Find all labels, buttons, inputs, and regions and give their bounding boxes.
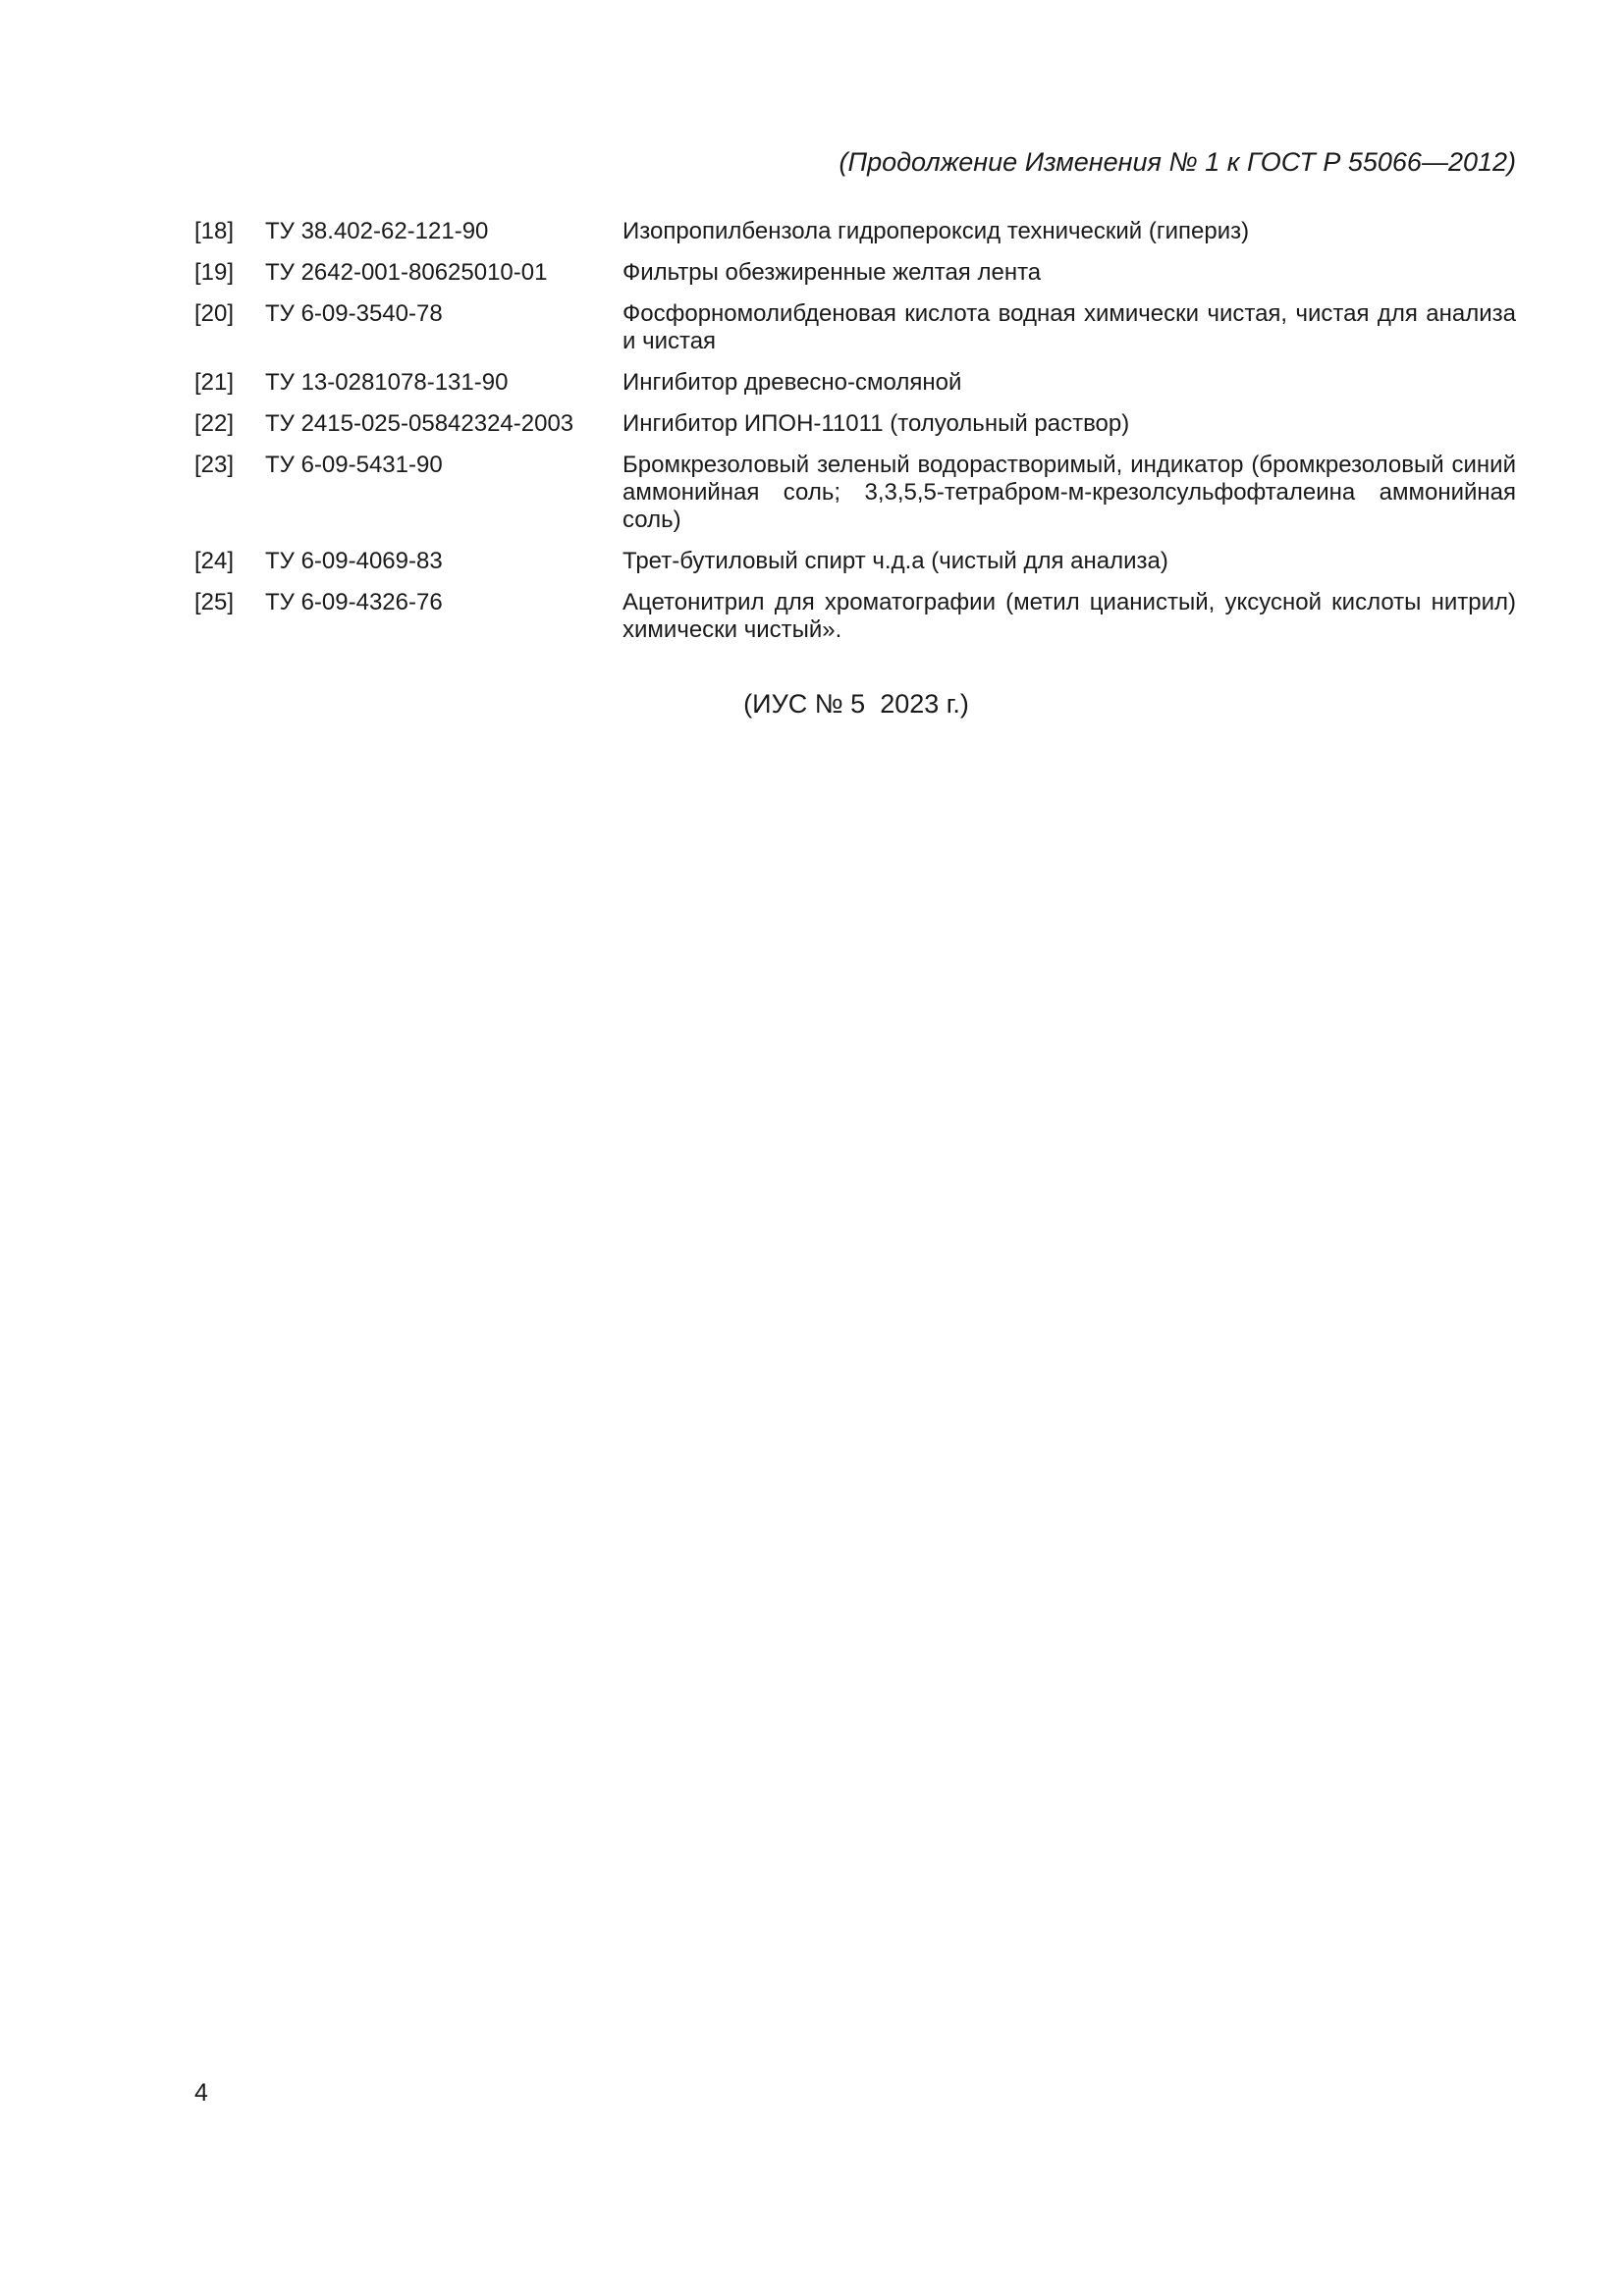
reference-number: [24] (194, 548, 235, 574)
page-number: 4 (194, 2079, 208, 2107)
reference-code: ТУ 2642-001-80625010-01 (265, 259, 548, 286)
reference-description: Изопропилбензола гидропероксид технический (гипериз) (623, 218, 1250, 244)
reference-row (194, 589, 1516, 658)
reference-code: ТУ 6-09-4069-83 (265, 548, 443, 574)
reference-description: Фильтры обезжиренные желтая лента (623, 259, 1042, 286)
reference-code: ТУ 13-0281078-131-90 (265, 369, 509, 396)
reference-code: ТУ 6-09-4326-76 (265, 589, 443, 615)
reference-description: Фосфорномолибденовая кислота водная химически чистая, чистая для анализа и чистая (623, 300, 1516, 354)
reference-number: [18] (194, 218, 235, 244)
reference-code: ТУ 6-09-5431-90 (265, 452, 443, 478)
reference-number: [19] (194, 259, 235, 286)
reference-row (194, 300, 1516, 369)
continuation-header: (Продолжение Изменения № 1 к ГОСТ Р 55066—2012) (839, 147, 1516, 177)
reference-number: [21] (194, 369, 235, 396)
reference-row (194, 218, 1516, 259)
reference-description: Ингибитор ИПОН-11011 (толуольный раствор) (623, 410, 1130, 437)
reference-number: [23] (194, 452, 235, 478)
references-table (194, 218, 1516, 658)
reference-row (194, 369, 1516, 410)
reference-code: ТУ 6-09-3540-78 (265, 300, 443, 327)
reference-number: [22] (194, 410, 235, 437)
reference-description: Ацетонитрил для хроматографии (метил цианистый, уксусной кислоты нитрил) химически чистый». (623, 589, 1516, 643)
reference-number: [20] (194, 300, 235, 327)
reference-row (194, 410, 1516, 452)
reference-row (194, 548, 1516, 589)
ius-note: (ИУС № 5 2023 г.) (743, 689, 969, 719)
reference-description: Ингибитор древесно-смоляной (623, 369, 962, 396)
reference-description: Бромкрезоловый зеленый водорастворимый, индикатор (бромкрезоловый синий аммонийная соль; 3,3,5,5-тетрабром-м-крезолсульфофталеина аммонийная соль) (623, 452, 1516, 533)
reference-code: ТУ 2415-025-05842324-2003 (265, 410, 574, 437)
reference-description: Трет-бутиловый спирт ч.д.а (чистый для анализа) (623, 548, 1168, 574)
reference-code: ТУ 38.402-62-121-90 (265, 218, 489, 244)
reference-number: [25] (194, 589, 235, 615)
reference-row (194, 259, 1516, 300)
reference-row (194, 452, 1516, 548)
